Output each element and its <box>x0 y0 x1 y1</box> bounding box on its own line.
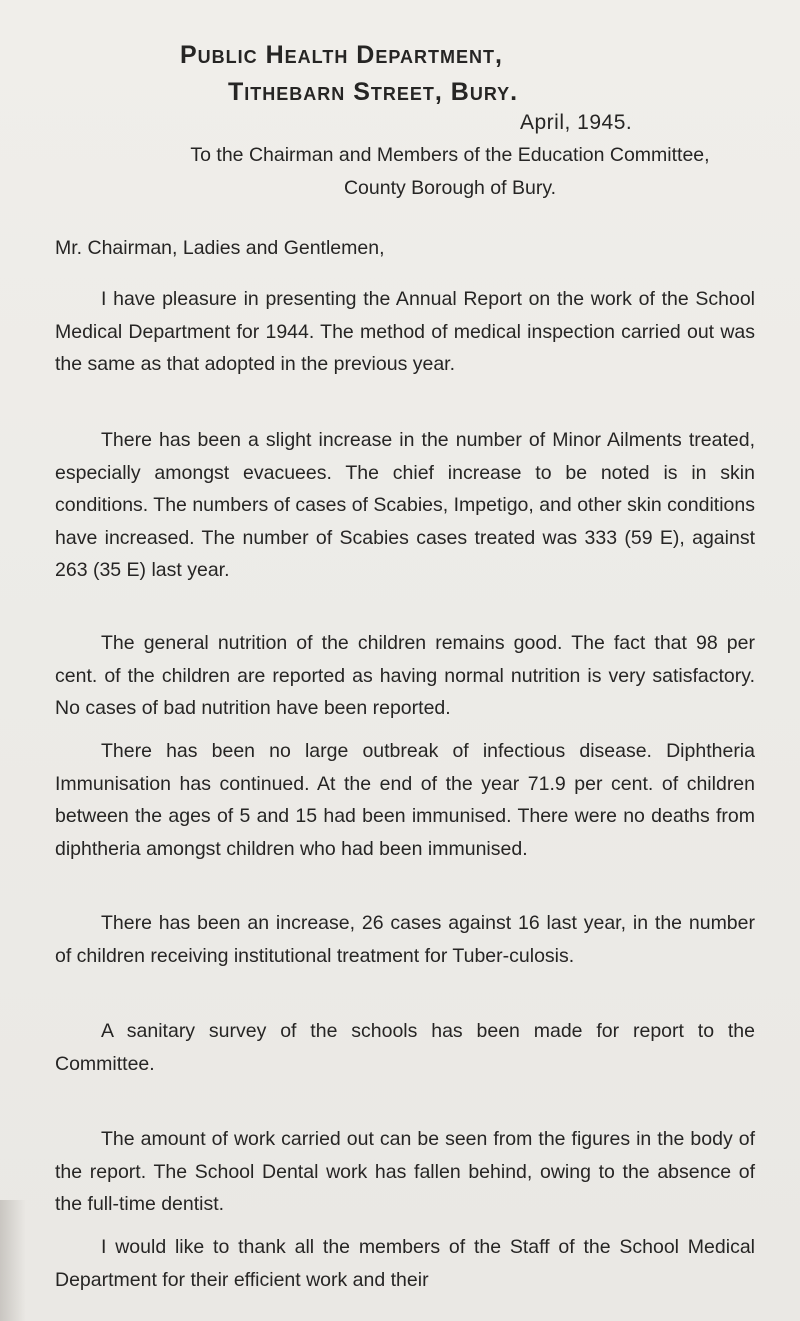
paragraph-infectious-disease: There has been no large outbreak of infectious disease. Diphtheria Immunisation has continued. At the end of the year 71.9 per cent. of children between the ages of 5 and 15 had been immunised. There were no deaths from diphtheria amongst children who had been immunised. <box>55 740 755 860</box>
paragraph-staff-thanks: I would like to thank all the members of the Staff of the School Medical Department for their efficient work and their <box>55 1236 755 1291</box>
letter-date: April, 1945. <box>520 111 633 134</box>
recipient-block <box>130 139 770 204</box>
paragraph-tuberculosis: There has been an increase, 26 cases against 16 last year, in the number of children receiving institutional treatment for Tuber-culosis. <box>55 912 755 967</box>
salutation: Mr. Chairman, Ladies and Gentlemen, <box>55 237 385 259</box>
paragraph-sanitary-survey: A sanitary survey of the schools has been made for report to the Committee. <box>55 1020 755 1075</box>
page-binding-shadow <box>0 1200 26 1321</box>
address-heading: Tithebarn Street, Bury. <box>228 78 519 106</box>
paragraph-minor-ailments: There has been a slight increase in the number of Minor Ailments treated, especially amongst evacuees. The chief increase to be noted is in skin conditions. The numbers of cases of Scabies, Impetigo, and other skin conditions have increased. The number of Scabies cases treated was 333 (59 E), against 263 (35 E) last year. <box>55 429 755 581</box>
recipient-line-1: To the Chairman and Members of the Education Committee, <box>190 144 710 166</box>
recipient-line-2: County Borough of Bury. <box>343 176 557 199</box>
paragraph-annual-report: I have pleasure in presenting the Annual Report on the work of the School Medical Department for 1944. The method of medical inspection carried out was the same as that adopted in the previous year. <box>55 288 755 375</box>
paragraph-nutrition: The general nutrition of the children remains good. The fact that 98 per cent. of the children are reported as having normal nutrition is very satisfactory. No cases of bad nutrition have been reported. <box>55 632 755 719</box>
paragraph-dental-work: The amount of work carried out can be seen from the figures in the body of the report. The School Dental work has fallen behind, owing to the absence of the full-time dentist. <box>55 1128 755 1215</box>
department-heading: Public Health Department, <box>180 41 503 69</box>
